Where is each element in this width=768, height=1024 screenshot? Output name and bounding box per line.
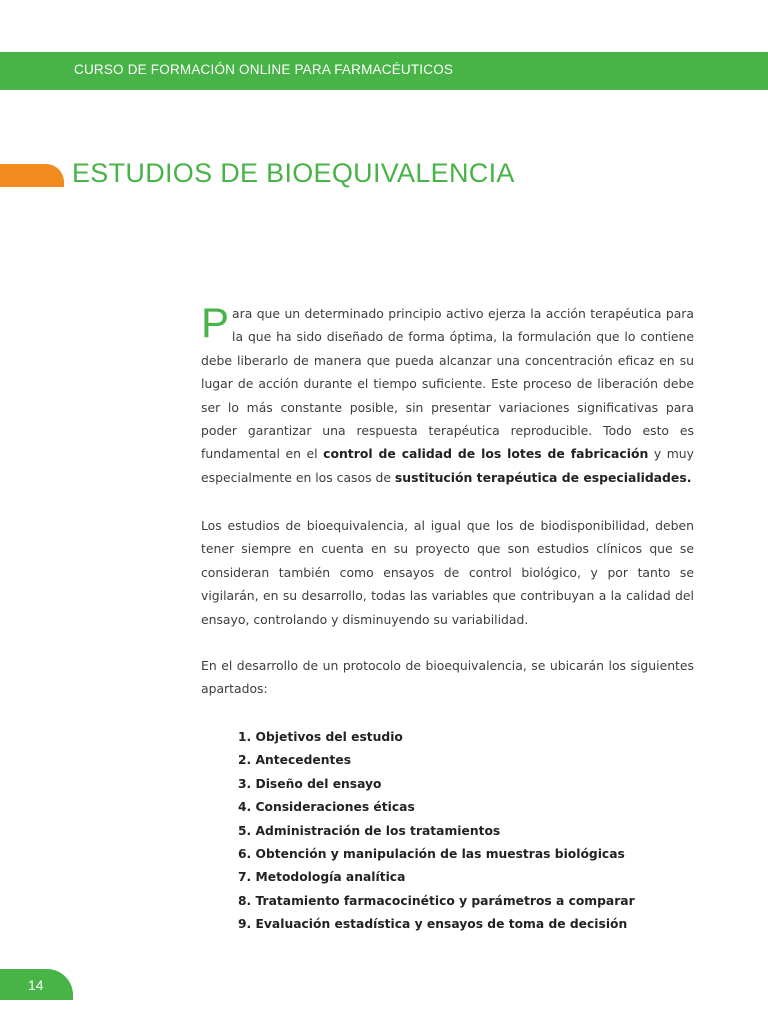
page-number-tab [0, 969, 73, 1000]
list-item: 6. Obtención y manipulación de las muestras biológicas [238, 847, 625, 862]
list-item: 2. Antecedentes [238, 753, 352, 768]
list-item: 5. Administración de los tratamientos [238, 823, 501, 838]
header-bar [0, 52, 768, 90]
page-number: 14 [28, 977, 44, 993]
paragraph-protocol: En el desarrollo de un protocolo de bioequivalencia, se ubicarán los siguientes apartados: [201, 658, 694, 697]
paragraph-text: y muy especialmente en los casos de [201, 446, 694, 485]
list-item: 1. Objetivos del estudio [238, 730, 403, 744]
emphasis-text: control de calidad de los lotes de fabricación [323, 446, 649, 462]
paragraph-bioequivalence: Los estudios de bioequivalencia, al igual que los de biodisponibilidad, deben tener siempre en cuenta en su proyecto que son estudios clínicos que se consideran también como ensayos de control biológico, y por tanto se vigilarán, en su desarrollo, todas las variables que contribuyan a la calidad del ensayo, controlando y disminuyendo su variabilidad. [201, 518, 694, 627]
title-accent-tab [0, 164, 64, 187]
list-item: 8. Tratamiento farmacocinético y parámetros a comparar [238, 893, 635, 908]
emphasis-text: sustitución terapéutica de especialidades. [394, 469, 692, 485]
list-item: 4. Consideraciones éticas [238, 800, 415, 815]
paragraph-text: ara que un determinado principio activo ejerza la acción terapéutica para la que ha sido diseñado de forma óptima, la formulación que lo contiene debe liberarlo de manera que pueda alcanzar una concentración eficaz en su lugar de acción durante el tiempo suficiente. Este proceso de liberación debe ser lo más constante posible, sin presentar variaciones significativas para poder garantizar una respuesta terapéutica reproducible. Todo esto es fundamental en el [201, 306, 694, 462]
list-item: 7. Metodología analítica [238, 870, 406, 885]
drop-cap: P [201, 299, 230, 346]
section-title: ESTUDIOS DE BIOEQUIVALENCIA [72, 158, 515, 188]
list-item: 9. Evaluación estadística y ensayos de toma de decisión [238, 917, 628, 932]
list-item: 3. Diseño del ensayo [238, 776, 382, 791]
paragraph-intro [201, 299, 694, 489]
protocol-sections-list [238, 726, 635, 937]
course-title: CURSO DE FORMACIÓN ONLINE PARA FARMACÉUTICOS [74, 62, 454, 77]
